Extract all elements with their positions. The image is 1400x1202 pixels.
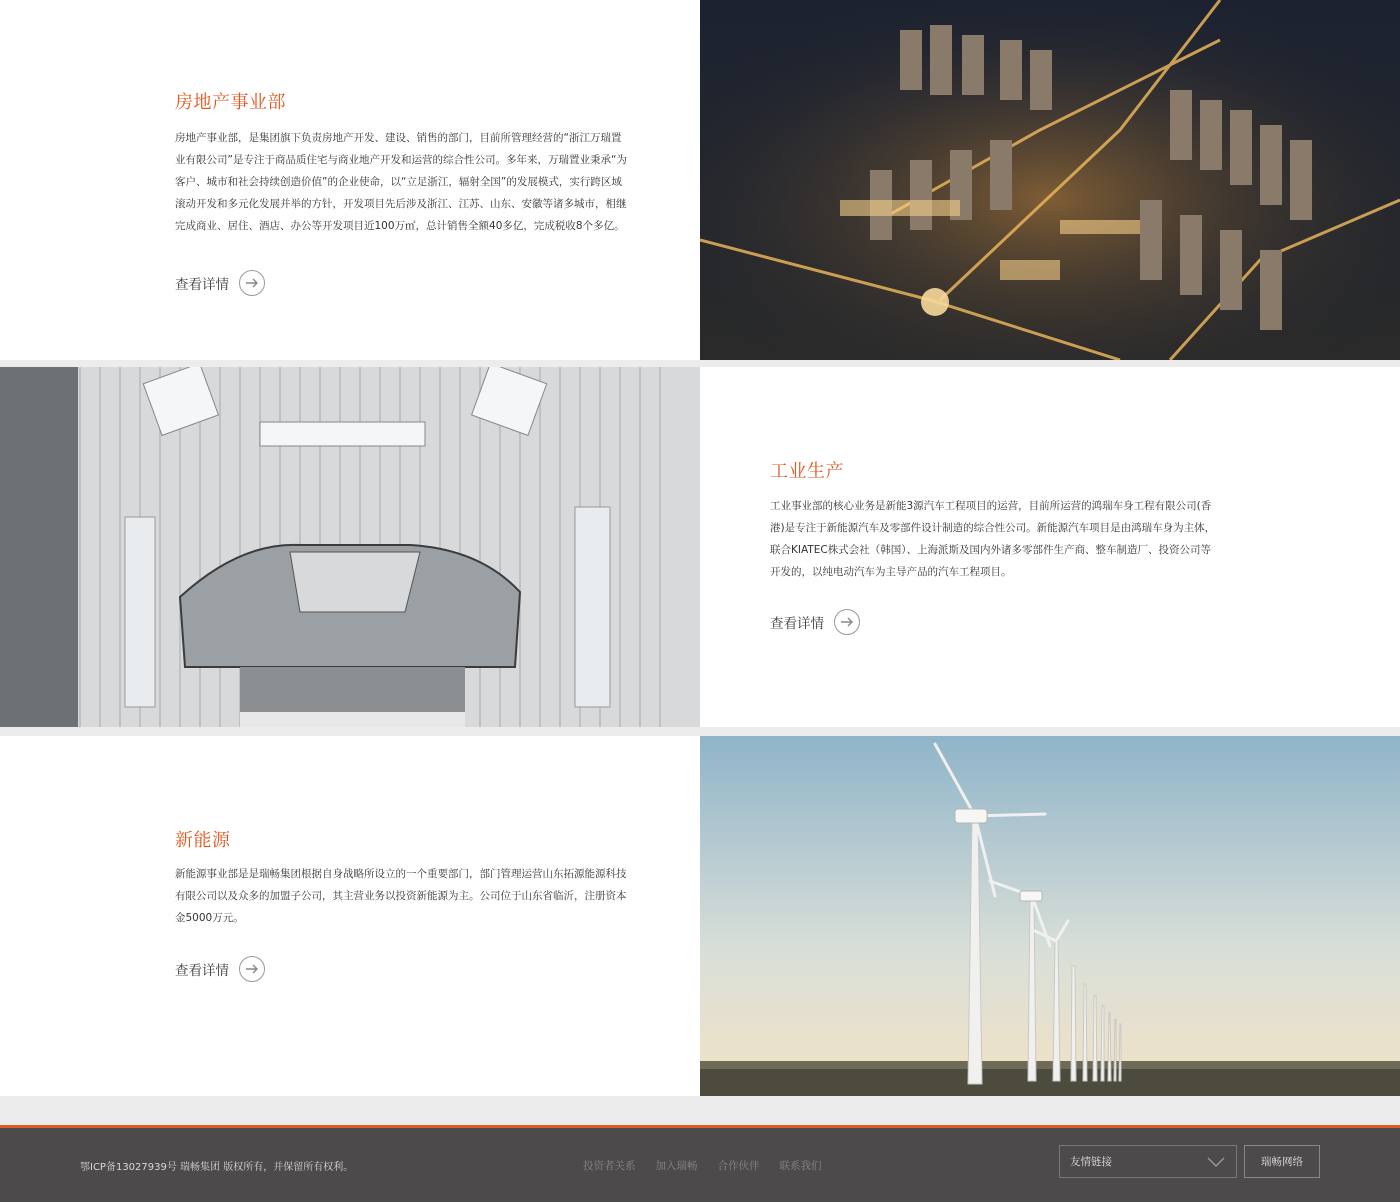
copyright-text: 鄂ICP备13027939号 瑞畅集团 版权所有，并保留所有权利。	[80, 1162, 354, 1173]
industrial-title: 工业生产	[770, 461, 844, 482]
real-estate-more-link[interactable]	[175, 270, 265, 296]
industrial-description: 工业事业部的核心业务是新能3源汽车工程项目的运营，目前所运营的鸿瑞车身工程有限公司(香港)是专注于新能源汽车及零部件设计制造的综合性公司。新能源汽车项目是由鸿瑞车身为主体，联合KIATEC株式会社（韩国）、上海派斯及国内外诸多零部件生产商、整车制造厂、投资公司等开发的，以纯电动汽车为主导产品的汽车工程项目。	[770, 500, 1216, 578]
new-energy-text-panel	[0, 736, 700, 1096]
network-button[interactable]: 瑞畅网络	[1244, 1145, 1320, 1178]
friend-links-label: 友情链接	[1070, 1156, 1112, 1168]
footer-link-investor-relations[interactable]: 投资者关系	[583, 1160, 636, 1172]
more-label: 查看详情	[770, 616, 824, 632]
new-energy-more-link[interactable]	[175, 956, 265, 982]
industrial-image	[0, 367, 700, 727]
new-energy-section	[0, 736, 1400, 1096]
industrial-text-panel	[700, 367, 1400, 727]
footer-link-contact-us[interactable]: 联系我们	[779, 1160, 822, 1172]
friend-links-dropdown[interactable]	[1059, 1145, 1237, 1178]
footer-nav	[583, 1158, 822, 1173]
chevron-down-icon	[1206, 1152, 1226, 1171]
industrial-more-link[interactable]	[770, 609, 860, 635]
arrow-right-icon	[239, 270, 265, 296]
footer-link-join-us[interactable]: 加入瑞畅	[655, 1160, 698, 1172]
site-footer	[0, 1125, 1400, 1202]
new-energy-title: 新能源	[175, 830, 231, 851]
real-estate-image	[700, 0, 1400, 360]
arrow-right-icon	[834, 609, 860, 635]
more-label: 查看详情	[175, 963, 229, 979]
real-estate-section	[0, 0, 1400, 360]
industrial-section	[0, 367, 1400, 727]
real-estate-description: 房地产事业部，是集团旗下负责房地产开发、建设、销售的部门，目前所管理经营的“浙江万瑞置业有限公司”是专注于商品质住宅与商业地产开发和运营的综合性公司。多年来，万瑞置业秉承“为客户、城市和社会持续创造价值”的企业使命，以“立足浙江，辐射全国”的发展模式，实行跨区域滚动开发和多元化发展并举的方针，开发项目先后涉及浙江、江苏、山东、安徽等诸多城市，相继完成商业、居住、酒店、办公等开发项目近100万㎡，总计销售全额40多亿，完成税收8个多亿。	[175, 132, 627, 232]
real-estate-title: 房地产事业部	[175, 92, 286, 113]
wind-turbine-image	[700, 736, 1400, 1096]
more-label: 查看详情	[175, 277, 229, 293]
real-estate-text-panel	[0, 0, 700, 360]
new-energy-description: 新能源事业部是是瑞畅集团根据自身战略所设立的一个重要部门，部门管理运营山东拓源能源科技有限公司以及众多的加盟子公司，其主营业务以投资新能源为主。公司位于山东省临沂，注册资本金5000万元。	[175, 868, 627, 924]
arrow-right-icon	[239, 956, 265, 982]
footer-link-partners[interactable]: 合作伙伴	[717, 1160, 760, 1172]
